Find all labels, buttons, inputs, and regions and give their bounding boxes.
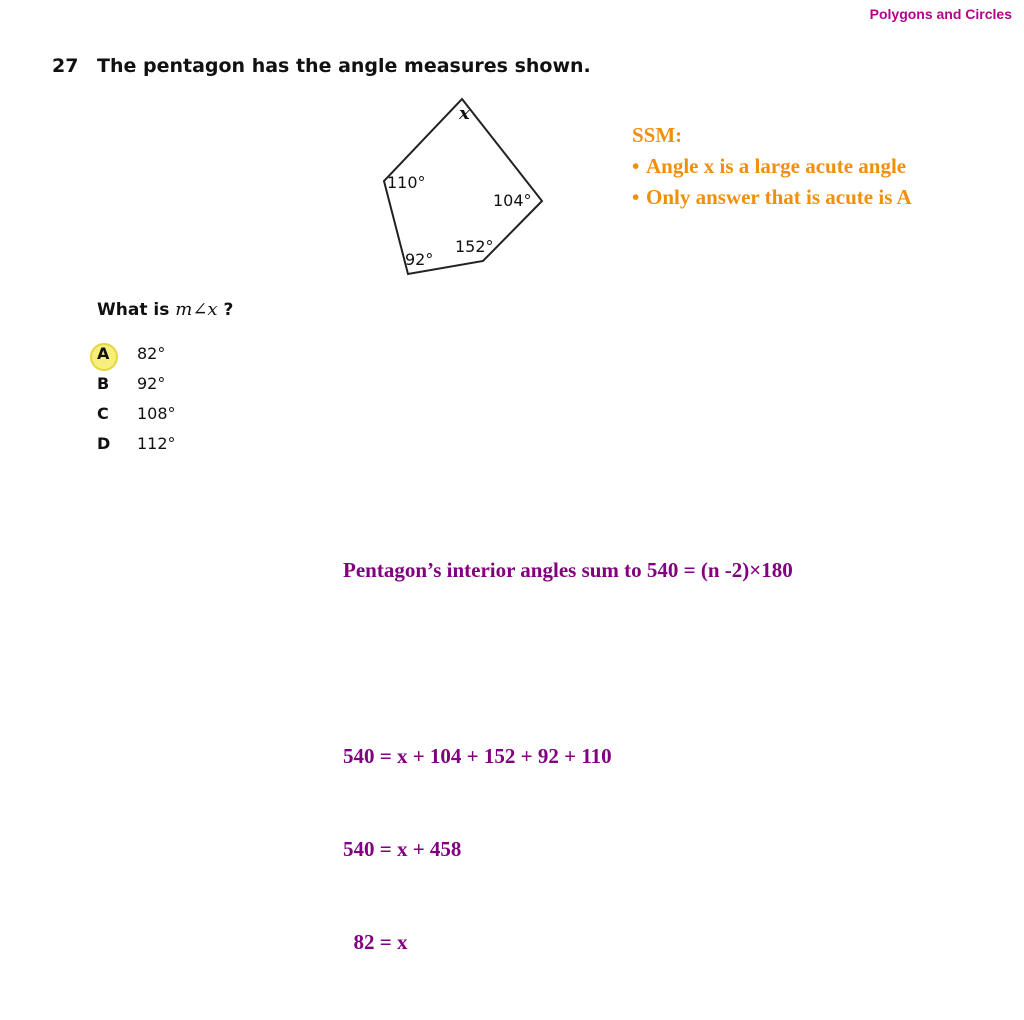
choice-letter: C [97, 403, 109, 423]
choice-value: 108° [137, 403, 176, 423]
angle-label-92: 92° [405, 250, 434, 269]
choice-c-letter-wrap [90, 404, 137, 423]
choice-d-letter-wrap [90, 434, 137, 453]
solution-line-blank [343, 648, 793, 679]
ssm-bullet: • Only answer that is acute is A [632, 182, 912, 213]
ssm-bullet: • Angle x is a large acute angle [632, 151, 912, 182]
choice-value: 92° [137, 373, 166, 393]
choice-b-letter-wrap [90, 374, 137, 393]
angle-label-104: 104° [493, 191, 532, 210]
solution-work [343, 493, 793, 1020]
choice-c[interactable] [90, 398, 176, 428]
ssm-title: SSM: [632, 123, 683, 147]
ssm-bullet-list [632, 151, 912, 213]
choice-letter: D [97, 433, 111, 453]
solution-line: Pentagon’s interior angles sum to 540 = (n -2)×180 [343, 558, 793, 582]
choice-d[interactable] [90, 428, 176, 458]
choice-a-letter-wrap [90, 344, 137, 363]
angle-label-110: 110° [387, 173, 426, 192]
question-number: 27 [52, 55, 79, 77]
answer-choices [90, 338, 176, 458]
question-prompt [97, 299, 233, 320]
question-text: The pentagon has the angle measures shown. [97, 55, 591, 77]
prompt-prefix: What is [97, 300, 170, 320]
prompt-suffix: ? [223, 300, 234, 320]
choice-value: 112° [137, 433, 176, 453]
choice-letter: B [97, 373, 110, 393]
choice-b[interactable] [90, 368, 176, 398]
solution-line: 540 = x + 104 + 152 + 92 + 110 [343, 744, 612, 768]
choice-value: 82° [137, 343, 166, 363]
prompt-expression: m∠x [175, 299, 218, 320]
solution-line: 82 = x [343, 930, 408, 954]
choice-a[interactable] [90, 338, 176, 368]
ssm-note [632, 120, 912, 213]
header-title: Polygons and Circles [869, 6, 1012, 22]
choice-letter: A [97, 343, 110, 363]
angle-x-label: x [459, 103, 470, 124]
angle-label-152: 152° [455, 237, 494, 256]
pentagon-figure [370, 95, 555, 285]
solution-line: 540 = x + 458 [343, 837, 462, 861]
